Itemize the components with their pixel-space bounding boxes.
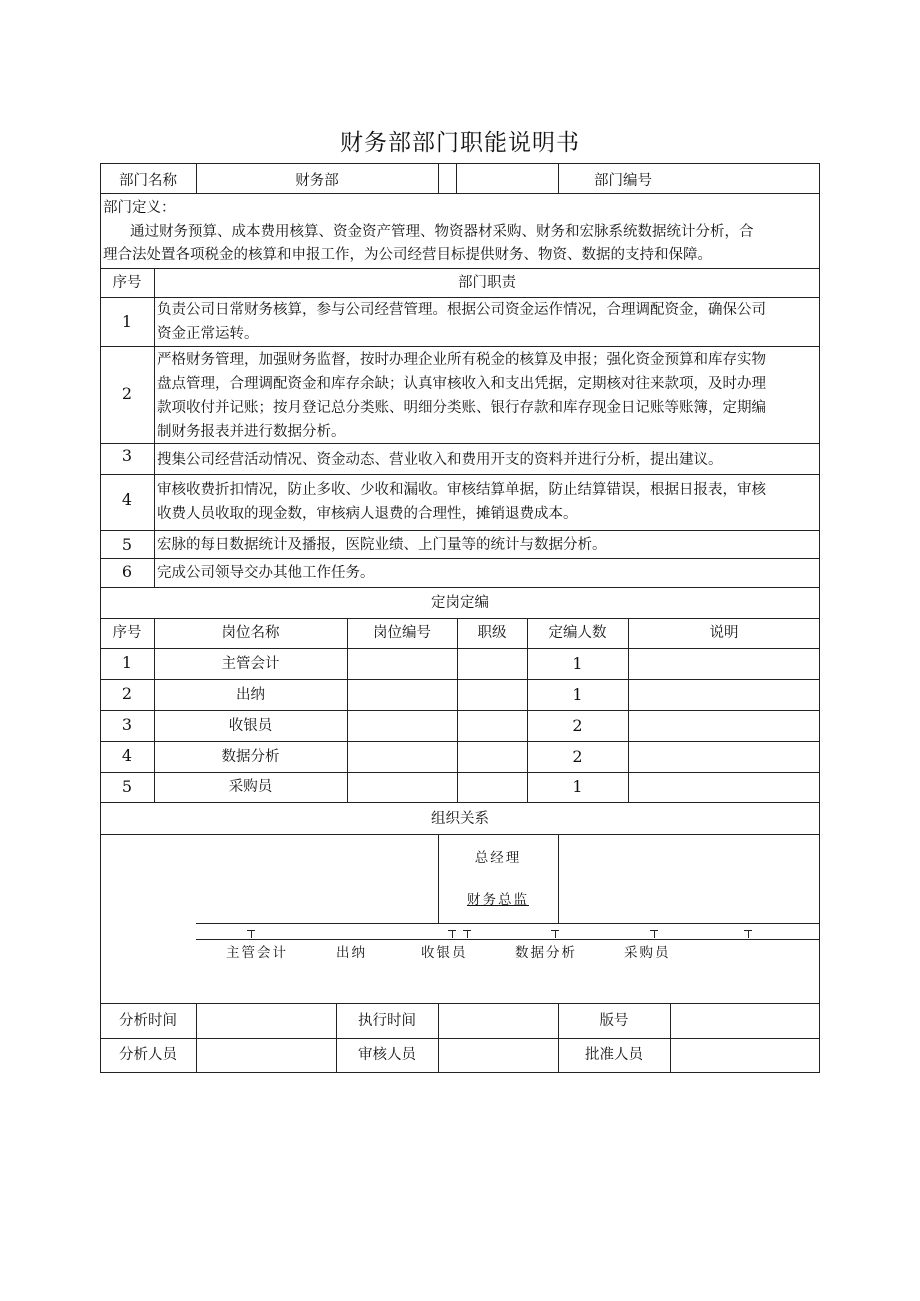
duties-index-header: 序号: [112, 275, 142, 291]
staff-header-name: 岗位名称: [221, 625, 280, 641]
version-label: 版号: [599, 1013, 629, 1029]
org-sub: 数据分析: [515, 945, 577, 961]
duty-text: 宏脉的每日数据统计及播报，医院业绩、上门量等的统计与数据分析。: [157, 537, 607, 553]
analysis-time-label: 分析时间: [119, 1013, 177, 1029]
staff-header-code: 岗位编号: [373, 625, 431, 641]
org-title: 组织关系: [431, 811, 489, 827]
org-sub: 采购员: [624, 945, 671, 961]
duty-index: 2: [121, 384, 133, 403]
dept-name-label: 部门名称: [119, 173, 177, 189]
duty-text: 搜集公司经营活动情况、资金动态、营业收入和费用开支的资料并进行分析，提出建议。: [157, 452, 723, 468]
staff-header-count: 定编人数: [548, 625, 607, 641]
duties-title-header: 部门职责: [458, 275, 516, 291]
org-sub: 主管会计: [226, 945, 288, 961]
org-sub: 收银员: [421, 945, 468, 961]
definition-line-1: 通过财务预算、成本费用核算、资金资产管理、物资器材采购、财务和宏脉系统数据统计分析，合: [130, 224, 754, 240]
exec-time-label: 执行时间: [358, 1013, 416, 1029]
duty-index: 6: [121, 562, 133, 581]
staffing-title: 定岗定编: [431, 595, 489, 611]
staff-header-grade: 职级: [477, 625, 507, 641]
duty-text: 负责公司日常财务核算，参与公司经营管理。根据公司资金运作情况，合理调配资金，确保公司 资金正常运转。: [157, 302, 766, 342]
reviewer-label: 审核人员: [358, 1047, 416, 1063]
dept-code-label: 部门编号: [594, 173, 652, 189]
org-sub: 出纳: [336, 945, 367, 961]
org-top: 总经理: [474, 850, 522, 866]
definition-label: 部门定义：: [103, 200, 176, 216]
duty-index: 1: [121, 312, 133, 331]
duty-text: 审核收费折扣情况，防止多收、少收和漏收。审核结算单据，防止结算错误，根据日报表，审核 收费人员收取的现金数，审核病人退费的合理性，摊销退费成本。: [157, 482, 766, 522]
duty-index: 4: [121, 490, 133, 509]
duty-index: 5: [121, 535, 133, 554]
dept-name-value: 财务部: [295, 173, 339, 189]
staff-header-index: 序号: [112, 625, 142, 641]
analyst-label: 分析人员: [119, 1047, 177, 1063]
definition-line-2: 理合法处置各项税金的核算和申报工作，为公司经营目标提供财务、物资、数据的支持和保障。: [103, 247, 712, 263]
duty-index: 3: [121, 446, 133, 465]
page-title: 财务部部门职能说明书: [340, 130, 580, 156]
duty-text: 严格财务管理，加强财务监督，按时办理企业所有税金的核算及申报；强化资金预算和库存实物 盘点管理，合理调配资金和库存余缺；认真审核收入和支出凭据，定期核对往来款项，及时办理 款项收付并记账；按月登记总分类账、明细分类账、银行存款和库存现金日记账等账簿，定期编 制财务报表并进行数据分析。: [157, 352, 766, 440]
staff-header-note: 说明: [709, 625, 739, 641]
org-director: 财务总监: [467, 892, 529, 908]
approver-label: 批准人员: [585, 1047, 643, 1063]
duty-text: 完成公司领导交办其他工作任务。: [157, 565, 375, 581]
